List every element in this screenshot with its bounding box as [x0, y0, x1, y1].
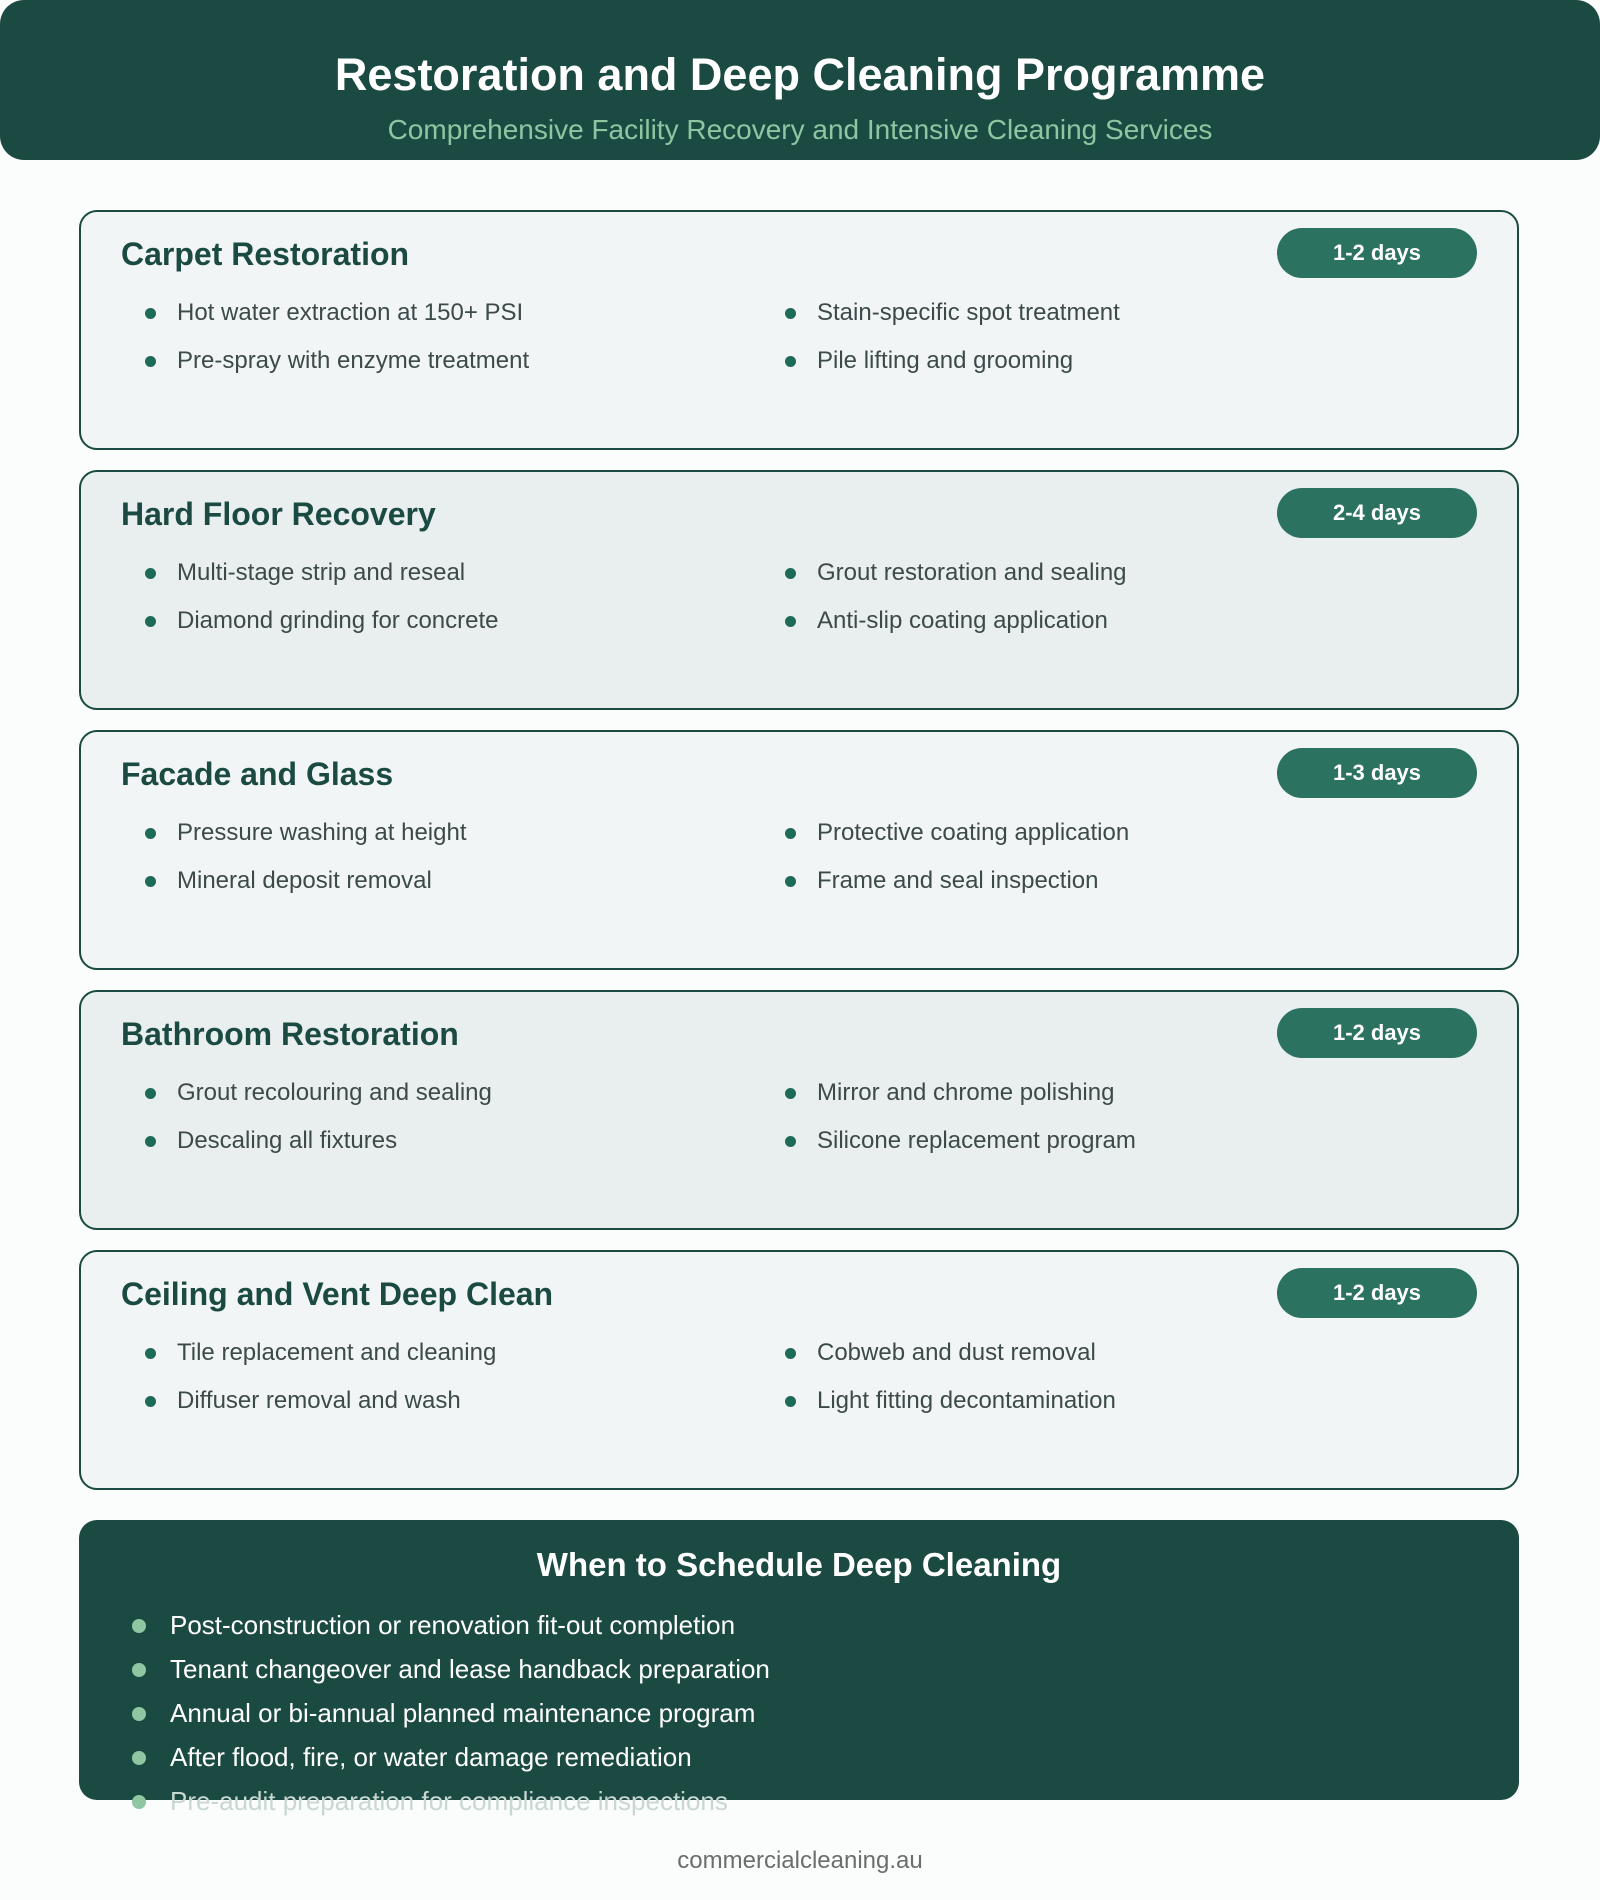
- service-item-text: Pile lifting and grooming: [817, 347, 1074, 374]
- service-card-carpet-restoration: [79, 210, 1519, 450]
- service-item: [121, 866, 432, 896]
- service-item: [761, 298, 1120, 328]
- bullet-icon: [145, 308, 156, 319]
- service-item-text: Mirror and chrome polishing: [817, 1079, 1115, 1106]
- bullet-icon: [132, 1751, 146, 1765]
- service-item-text: Light fitting decontamination: [817, 1387, 1116, 1414]
- service-item: [121, 1126, 397, 1156]
- service-item-text: Descaling all fixtures: [177, 1127, 398, 1154]
- service-card-hard-floor-recovery: [79, 470, 1519, 710]
- service-item: [761, 1126, 1136, 1156]
- bullet-icon: [785, 616, 796, 627]
- service-item: [121, 298, 523, 328]
- bullet-icon: [145, 1136, 156, 1147]
- service-item: [121, 1386, 461, 1416]
- service-item-text: Hot water extraction at 150+ PSI: [177, 299, 524, 326]
- service-item: [121, 1338, 496, 1368]
- service-item: [761, 558, 1127, 588]
- duration-badge: 2-4 days: [1277, 488, 1477, 538]
- schedule-item-text: Post-construction or renovation fit-out completion: [170, 1610, 736, 1640]
- service-item: [121, 346, 529, 376]
- bullet-icon: [145, 568, 156, 579]
- bullet-icon: [145, 1396, 156, 1407]
- bullet-icon: [132, 1707, 146, 1721]
- service-item-text: Anti-slip coating application: [817, 607, 1108, 634]
- bullet-icon: [785, 356, 796, 367]
- bullet-icon: [785, 308, 796, 319]
- service-item: [761, 818, 1129, 848]
- service-item-text: Mineral deposit removal: [177, 867, 432, 894]
- service-item-text: Silicone replacement program: [817, 1127, 1136, 1154]
- service-item: [761, 1338, 1096, 1368]
- schedule-title: When to Schedule Deep Cleaning: [536, 1546, 1062, 1583]
- schedule-item-text: After flood, fire, or water damage remediation: [170, 1742, 692, 1772]
- service-card-ceiling-and-vent: [79, 1250, 1519, 1490]
- bullet-icon: [785, 828, 796, 839]
- service-title: Facade and Glass: [121, 756, 394, 792]
- bullet-icon: [132, 1795, 146, 1809]
- service-item-text: Frame and seal inspection: [817, 867, 1099, 894]
- duration-badge: 1-2 days: [1277, 1008, 1477, 1058]
- service-item-text: Diamond grinding for concrete: [177, 607, 499, 634]
- schedule-item-text: Pre-audit preparation for compliance inspections: [170, 1786, 728, 1816]
- duration-badge: 1-2 days: [1277, 228, 1477, 278]
- page-title: Restoration and Deep Cleaning Programme: [334, 49, 1266, 100]
- schedule-item: [170, 1741, 692, 1773]
- bullet-icon: [132, 1619, 146, 1633]
- bullet-icon: [785, 1088, 796, 1099]
- service-item: [121, 606, 499, 636]
- schedule-item: [170, 1697, 755, 1729]
- schedule-item: [170, 1609, 735, 1641]
- service-title: Carpet Restoration: [121, 236, 410, 272]
- service-card-bathroom-restoration: [79, 990, 1519, 1230]
- bullet-icon: [785, 1348, 796, 1359]
- service-item: [761, 1386, 1116, 1416]
- duration-badge: 1-2 days: [1277, 1268, 1477, 1318]
- schedule-item: [170, 1653, 770, 1685]
- schedule-item-text: Tenant changeover and lease handback preparation: [170, 1654, 770, 1684]
- service-item-text: Grout recolouring and sealing: [177, 1079, 492, 1106]
- schedule-item-text: Annual or bi-annual planned maintenance program: [170, 1698, 756, 1728]
- service-item-text: Diffuser removal and wash: [177, 1387, 461, 1414]
- page-subtitle: Comprehensive Facility Recovery and Intensive Cleaning Services: [387, 114, 1213, 145]
- service-item-text: Pre-spray with enzyme treatment: [177, 347, 530, 374]
- service-title: Bathroom Restoration: [121, 1016, 459, 1052]
- bullet-icon: [145, 1088, 156, 1099]
- bullet-icon: [785, 568, 796, 579]
- duration-badge: 1-3 days: [1277, 748, 1477, 798]
- service-item-text: Pressure washing at height: [177, 819, 467, 846]
- bullet-icon: [132, 1663, 146, 1677]
- header-banner: [0, 0, 1600, 160]
- service-item: [761, 1078, 1114, 1108]
- bullet-icon: [145, 616, 156, 627]
- bullet-icon: [785, 876, 796, 887]
- service-item: [761, 866, 1098, 896]
- footer-website[interactable]: commercialcleaning.au: [677, 1847, 923, 1874]
- bullet-icon: [145, 1348, 156, 1359]
- bullet-icon: [145, 876, 156, 887]
- service-item-text: Stain-specific spot treatment: [817, 299, 1120, 326]
- service-item-text: Cobweb and dust removal: [817, 1339, 1096, 1366]
- service-item: [761, 346, 1073, 376]
- service-item: [121, 1078, 492, 1108]
- service-title: Hard Floor Recovery: [121, 496, 436, 532]
- service-item-text: Tile replacement and cleaning: [177, 1339, 497, 1366]
- bullet-icon: [145, 356, 156, 367]
- bullet-icon: [145, 828, 156, 839]
- service-item: [121, 558, 465, 588]
- service-item-text: Multi-stage strip and reseal: [177, 559, 466, 586]
- schedule-item: [170, 1785, 728, 1817]
- service-card-facade-and-glass: [79, 730, 1519, 970]
- service-title: Ceiling and Vent Deep Clean: [121, 1276, 554, 1312]
- service-item-text: Grout restoration and sealing: [817, 559, 1127, 586]
- service-item: [121, 818, 467, 848]
- bullet-icon: [785, 1136, 796, 1147]
- service-item: [761, 606, 1108, 636]
- bullet-icon: [785, 1396, 796, 1407]
- service-item-text: Protective coating application: [817, 819, 1130, 846]
